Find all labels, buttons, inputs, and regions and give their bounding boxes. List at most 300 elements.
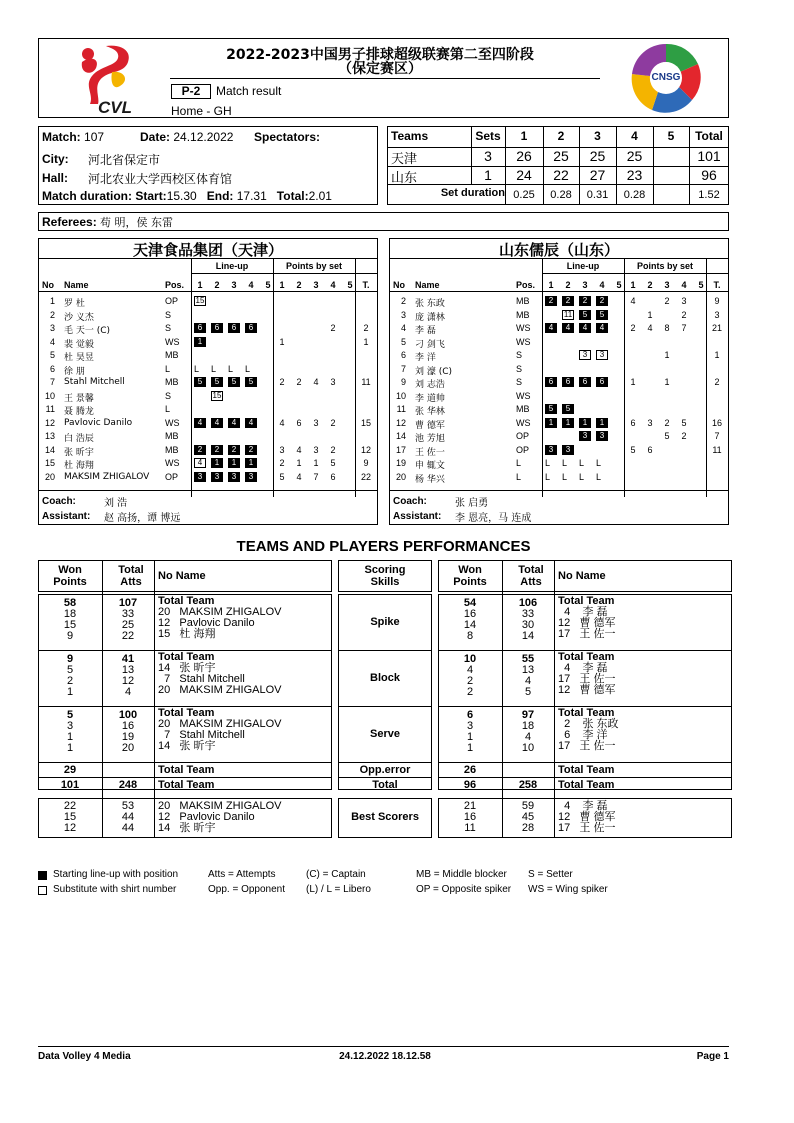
total-label: Total (372, 779, 398, 791)
player-name: 刘 志浩 (415, 380, 445, 390)
starting-position: 4 (579, 323, 591, 333)
total-names: Total Team (558, 779, 615, 791)
assistant-names: 赵 高扬，谭 博远 (104, 513, 181, 524)
total-atts-header: Total Atts (118, 564, 144, 588)
starting-position: 1 (245, 458, 257, 468)
team-name: 天津食品集团（天津） (132, 241, 283, 259)
city-value: 河北省保定市 (88, 153, 161, 167)
roster-hline (389, 258, 729, 259)
player-names: Total Team 14 张 昕宇 7 Stahl Mitchell 20 MAKSIM ZHIGALOV (158, 651, 282, 696)
substitute-number: 11 (563, 309, 573, 319)
roster-hline (389, 490, 729, 491)
starting-position: 1 (211, 458, 223, 468)
player-position: WS (165, 417, 180, 428)
libero-mark: L (194, 363, 200, 374)
player-position: WS (165, 336, 180, 347)
hall-value: 河北农业大学西校区体育馆 (88, 172, 233, 186)
starting-position: 6 (562, 377, 574, 387)
player-number: 10 (395, 390, 406, 401)
player-number: 17 (395, 444, 406, 455)
player-position: S (165, 390, 172, 401)
starting-position: 6 (596, 377, 608, 387)
starting-position: 4 (596, 323, 608, 333)
score-sets: 3 (484, 148, 492, 164)
city-label: City: (42, 152, 69, 166)
col-points-set: 5 (698, 280, 704, 290)
player-position: MB (516, 309, 530, 320)
points-set-4: 2 (330, 444, 336, 455)
score-total: 101 (697, 148, 721, 164)
starting-position: 5 (596, 310, 608, 320)
libero-mark: L (545, 458, 551, 468)
player-number: 9 (400, 377, 406, 387)
points-set-3: 2 (664, 417, 670, 428)
player-position: S (516, 363, 523, 374)
best-won: 21 16 11 (463, 800, 477, 834)
score-set-2: 25 (553, 148, 569, 164)
best-names: 20 MAKSIM ZHIGALOV 12 Pavlovic Danilo 14 张 昕宇 (158, 800, 282, 834)
player-position: WS (516, 390, 531, 401)
doc-title: Match result (216, 84, 282, 98)
score-header-0: Teams (391, 129, 429, 143)
date-label: Date: 24.12.2022 (140, 130, 234, 144)
player-position: MB (516, 404, 530, 414)
col-points-set: 3 (664, 280, 670, 290)
points-set-3: 1 (664, 350, 670, 360)
total-atts: 97 18 4 10 (521, 709, 535, 754)
roster-hline (38, 258, 378, 259)
points-set-4: 7 (681, 323, 687, 333)
player-names: Total Team 20 MAKSIM ZHIGALOV 7 Stahl Mitchell 14 张 昕宇 (158, 707, 282, 752)
player-position: S (516, 377, 523, 387)
starting-position: 6 (545, 377, 557, 387)
won-points: 58 18 15 9 (63, 597, 77, 642)
player-number: 3 (400, 309, 406, 320)
no-name-header: No Name (158, 570, 206, 582)
player-position: OP (165, 296, 179, 306)
opp-error-names: Total Team (158, 764, 215, 776)
score-vline (653, 126, 654, 205)
assistant-label: Assistant: (42, 511, 91, 522)
substitute-number: 3 (596, 350, 608, 360)
spectators-label: Spectators: (254, 130, 321, 144)
points-set-4: 2 (330, 417, 336, 428)
skill-label: Block (370, 672, 400, 684)
player-names: Total Team 2 张 东政 6 李 洋 17 王 佐一 (558, 707, 619, 752)
player-name: 刘 濠 (C) (415, 366, 453, 377)
col-lineup-set: 5 (616, 280, 622, 290)
player-position: WS (516, 336, 531, 347)
set-duration-3: 0.31 (586, 189, 609, 201)
points-set-4: 3 (681, 296, 687, 306)
match-label: Match: 107 (42, 130, 105, 144)
player-total: 2 (363, 323, 369, 333)
col-lineup-set: 1 (548, 280, 554, 290)
coach-name: 张 启勇 (455, 498, 489, 509)
player-position: OP (516, 444, 530, 455)
player-total: 1 (714, 350, 720, 360)
team-name: 山东儒辰（山东） (498, 241, 619, 259)
player-number: 19 (395, 458, 406, 468)
player-row (389, 431, 729, 444)
col-lineup-set: 3 (231, 280, 237, 290)
legend-atts: Atts = Attempts (208, 869, 276, 880)
points-set-4: 2 (681, 309, 687, 320)
player-total: 22 (360, 471, 371, 482)
starting-position: 4 (545, 323, 557, 333)
score-header-4: 3 (594, 129, 601, 143)
points-set-3: 4 (313, 377, 319, 387)
player-number: 10 (44, 390, 55, 401)
roster-hline (38, 490, 378, 491)
player-row (389, 404, 729, 417)
starting-position: 1 (228, 458, 240, 468)
points-set-3: 3 (313, 417, 319, 428)
set-duration-4: 0.28 (623, 189, 646, 201)
starting-position: 3 (596, 431, 608, 441)
player-number: 7 (49, 377, 55, 387)
starting-position: 2 (245, 445, 257, 455)
player-number: 20 (44, 471, 55, 482)
points-set-1: 5 (279, 471, 285, 482)
points-header: Points by set (636, 261, 693, 271)
legend-substitute: Substitute with shirt number (53, 884, 177, 895)
player-position: MB (516, 296, 530, 306)
player-total: 15 (360, 417, 371, 428)
scoring-skills-header: Scoring Skills (364, 564, 406, 588)
player-name: 罗 杜 (64, 299, 85, 309)
player-row (389, 445, 729, 458)
score-set-4: 23 (626, 167, 643, 183)
player-row (389, 337, 729, 350)
score-total: 96 (701, 167, 717, 183)
player-name: 裴 觉毅 (64, 339, 94, 350)
player-name: Stahl Mitchell (64, 377, 125, 387)
set-duration-total: 1.52 (698, 189, 720, 201)
player-number: 14 (44, 444, 55, 455)
points-set-1: 6 (630, 417, 636, 428)
player-total: 7 (714, 431, 720, 441)
player-position: S (516, 350, 523, 360)
player-name: 庞 潇林 (415, 312, 445, 323)
points-set-4: 2 (681, 431, 687, 441)
points-set-4: 2 (330, 323, 336, 333)
won-points: 54 16 14 8 (463, 597, 477, 642)
player-name: 徐 朋 (64, 366, 85, 377)
points-set-4: 6 (330, 471, 336, 482)
player-position: WS (516, 323, 531, 333)
points-set-4: 3 (330, 377, 336, 387)
points-header: Points by set (285, 261, 342, 271)
player-position: OP (516, 431, 530, 441)
player-name: 曹 德军 (415, 420, 445, 431)
player-row (389, 458, 729, 471)
player-row (389, 377, 729, 390)
starting-position: 5 (194, 377, 206, 387)
player-name: 张 华林 (415, 407, 445, 417)
player-number: 12 (395, 417, 406, 428)
starting-position: 2 (194, 445, 206, 455)
starting-position: 1 (562, 418, 574, 428)
starting-position: 6 (211, 323, 223, 333)
player-row (389, 391, 729, 404)
starting-position: 1 (545, 418, 557, 428)
best-names: 4 李 磊 12 曹 德军 17 王 佐一 (558, 800, 616, 834)
starting-position: 1 (579, 418, 591, 428)
player-number: 2 (400, 296, 406, 306)
starting-position: 5 (211, 377, 223, 387)
opp-error-won: 29 (63, 764, 77, 776)
player-name: MAKSIM ZHIGALOV (64, 471, 150, 482)
player-total: 1 (363, 336, 369, 347)
player-position: MB (165, 444, 179, 455)
player-total: 11 (712, 444, 722, 455)
starting-position: 5 (245, 377, 257, 387)
won-points-header: Won Points (453, 564, 487, 588)
cvl-logo-text: CVL (98, 98, 132, 117)
lineup-header: Line-up (566, 261, 600, 271)
player-name: Pavlovic Danilo (64, 417, 133, 428)
home-label: Home - GH (171, 104, 232, 118)
score-set-3: 27 (589, 167, 606, 183)
legend (38, 869, 729, 901)
total-atts: 100 16 19 20 (118, 709, 138, 754)
libero-mark: L (228, 363, 234, 374)
total-atts: 106 33 30 14 (518, 597, 538, 642)
starting-position: 3 (228, 472, 240, 482)
points-set-3: 3 (313, 444, 319, 455)
points-set-3: 7 (313, 471, 319, 482)
player-position: L (516, 458, 522, 468)
total-atts-header: Total Atts (518, 564, 544, 588)
legend-s: S = Setter (528, 869, 573, 880)
player-row (389, 418, 729, 431)
assistant-names: 李 恩亮，马 连成 (455, 513, 532, 524)
won-points: 5 3 1 1 (66, 709, 74, 754)
points-set-2: 6 (296, 417, 302, 428)
duration-row: Match duration: Start:15.30 End: 17.31 Total:2.01 (42, 189, 332, 203)
libero-mark: L (596, 458, 602, 468)
points-set-2: 1 (296, 458, 302, 468)
perf-hline (38, 762, 332, 763)
player-row (38, 431, 378, 444)
libero-mark: L (579, 458, 585, 468)
player-names: Total Team 4 李 磊 12 曹 德军 17 王 佐一 (558, 595, 616, 640)
total-atts: 258 (518, 779, 538, 791)
referees-names: 苟 明，侯 东雷 (100, 216, 174, 229)
player-name: 张 昕宇 (64, 447, 94, 458)
assistant-label: Assistant: (393, 511, 442, 522)
score-header-3: 2 (557, 129, 565, 143)
roster-hline (38, 291, 378, 292)
legend-captain: (C) = Captain (306, 869, 366, 880)
player-row (389, 323, 729, 336)
starting-position: 6 (579, 377, 591, 387)
roster-hline (191, 273, 378, 274)
player-row (389, 472, 729, 485)
points-set-2: 2 (296, 377, 302, 387)
col-lineup-set: 4 (599, 280, 605, 290)
col-pos: Pos. (165, 280, 185, 290)
best-atts: 59 45 28 (521, 800, 535, 834)
starting-position: 6 (228, 323, 240, 333)
player-number: 13 (44, 431, 55, 441)
legend-ws: WS = Wing spiker (528, 884, 608, 895)
player-row (38, 364, 378, 377)
player-number: 6 (400, 350, 406, 360)
legend-op: OP = Opposite spiker (416, 884, 512, 895)
player-row (389, 296, 729, 309)
player-name: 李 道帅 (415, 393, 445, 404)
points-set-1: 2 (630, 323, 636, 333)
perf-hline (338, 762, 432, 763)
referees-row: Referees: 苟 明，侯 东雷 (42, 215, 174, 229)
no-name-header: No Name (558, 570, 606, 582)
player-number: 4 (400, 323, 406, 333)
score-header-5: 4 (631, 129, 638, 143)
player-number: 6 (49, 363, 55, 374)
player-number: 7 (400, 363, 406, 374)
points-set-1: 3 (279, 444, 285, 455)
page-title: 2022-2023中国男子排球超级联赛第二至四阶段 (226, 47, 534, 63)
opp-error-won: 26 (463, 764, 477, 776)
starting-square-icon (38, 871, 47, 880)
player-row (38, 296, 378, 309)
player-number: 5 (49, 350, 55, 360)
starting-position: 5 (579, 310, 591, 320)
skill-label: Serve (370, 728, 400, 740)
starting-position: 2 (596, 296, 608, 306)
score-team-name: 天津 (391, 152, 418, 167)
col-points-set: 2 (647, 280, 653, 290)
total-atts: 248 (118, 779, 138, 791)
perf-hline (38, 777, 332, 778)
points-set-3: 8 (664, 323, 670, 333)
points-set-1: 4 (279, 417, 285, 428)
points-set-1: 4 (630, 296, 636, 306)
legend-opp: Opp. = Opponent (208, 884, 286, 895)
starting-position: 4 (245, 418, 257, 428)
starting-position: 3 (579, 431, 591, 441)
points-set-2: 6 (647, 444, 653, 455)
player-name: 聂 腾龙 (64, 407, 94, 417)
set-duration-label: Set duration (440, 187, 505, 199)
libero-mark: L (562, 471, 568, 482)
starting-position: 2 (579, 296, 591, 306)
won-points: 10 4 2 2 (463, 653, 477, 698)
col-lineup-set: 1 (197, 280, 203, 290)
coach-name: 刘 浩 (104, 498, 128, 509)
points-set-2: 4 (647, 323, 653, 333)
points-set-1: 1 (279, 336, 285, 347)
starting-position: 2 (211, 445, 223, 455)
match-number: 107 (84, 130, 105, 144)
player-row (389, 350, 729, 363)
points-set-3: 1 (313, 458, 319, 468)
doc-code: P-2 (171, 84, 211, 99)
score-header-1: Sets (475, 129, 501, 143)
player-names: Total Team 20 MAKSIM ZHIGALOV 12 Pavlovic Danilo 15 杜 海翔 (158, 595, 282, 640)
player-position: L (516, 471, 522, 482)
player-position: L (165, 363, 171, 374)
points-set-1: 5 (630, 444, 636, 455)
points-set-2: 4 (296, 471, 302, 482)
player-name: 刁 剑飞 (415, 339, 445, 350)
libero-mark: L (579, 471, 585, 482)
best-scorers-label: Best Scorers (351, 811, 419, 823)
player-name: 申 辄文 (415, 461, 445, 471)
player-total: 3 (714, 309, 720, 320)
player-position: WS (165, 458, 180, 468)
player-number: 4 (49, 336, 55, 347)
substitute-number: 15 (195, 296, 205, 305)
player-number: 5 (400, 336, 406, 347)
total-names: Total Team (158, 779, 215, 791)
player-name: 王 佐一 (415, 447, 445, 458)
total-won: 96 (463, 779, 477, 791)
perf-hline (338, 777, 432, 778)
best-atts: 53 44 44 (121, 800, 135, 834)
perf-vline (154, 798, 155, 838)
player-position: MB (165, 350, 179, 360)
starting-position: 6 (245, 323, 257, 333)
opp-error-label: Opp.error (359, 764, 411, 776)
col-points-set: 3 (313, 280, 319, 290)
col-lineup-set: 5 (265, 280, 271, 290)
points-set-2: 1 (647, 309, 653, 320)
col-name: Name (64, 280, 89, 290)
player-number: 14 (395, 431, 406, 441)
score-set-4: 25 (626, 148, 643, 164)
starting-position: 3 (211, 472, 223, 482)
score-team-name: 山东 (391, 171, 418, 186)
skill-label: Spike (370, 616, 400, 628)
starting-position: 6 (194, 323, 206, 333)
player-row (38, 323, 378, 336)
points-set-4: 5 (330, 458, 336, 468)
perf-hline (438, 777, 732, 778)
points-set-3: 5 (664, 431, 670, 441)
points-set-1: 2 (279, 377, 285, 387)
col-no: No (393, 280, 405, 290)
col-lineup-set: 2 (565, 280, 571, 290)
substitute-number: 3 (579, 350, 591, 360)
legend-starting: Starting line-up with position (53, 869, 179, 880)
col-lineup-set: 3 (582, 280, 588, 290)
opp-error-names: Total Team (558, 764, 615, 776)
player-number: 1 (49, 296, 55, 306)
col-points-set: 4 (330, 280, 336, 290)
total-atts: 41 13 12 4 (121, 653, 135, 698)
footer-divider (38, 1046, 729, 1047)
lineup-header: Line-up (215, 261, 249, 271)
player-name: 王 景馨 (64, 393, 94, 404)
coach-label: Coach: (393, 496, 427, 507)
player-row (38, 337, 378, 350)
total-won: 101 (60, 779, 80, 791)
roster-hline (389, 291, 729, 292)
won-points: 9 5 2 1 (66, 653, 74, 698)
starting-position: 3 (194, 472, 206, 482)
footer-left: Data Volley 4 Media (38, 1051, 131, 1062)
player-position: MB (165, 377, 179, 387)
set-duration-2: 0.28 (550, 189, 572, 201)
player-number: 11 (396, 404, 406, 414)
title-underline (170, 78, 600, 79)
player-position: OP (165, 471, 179, 482)
starting-position: 5 (562, 404, 574, 414)
player-row (38, 445, 378, 458)
